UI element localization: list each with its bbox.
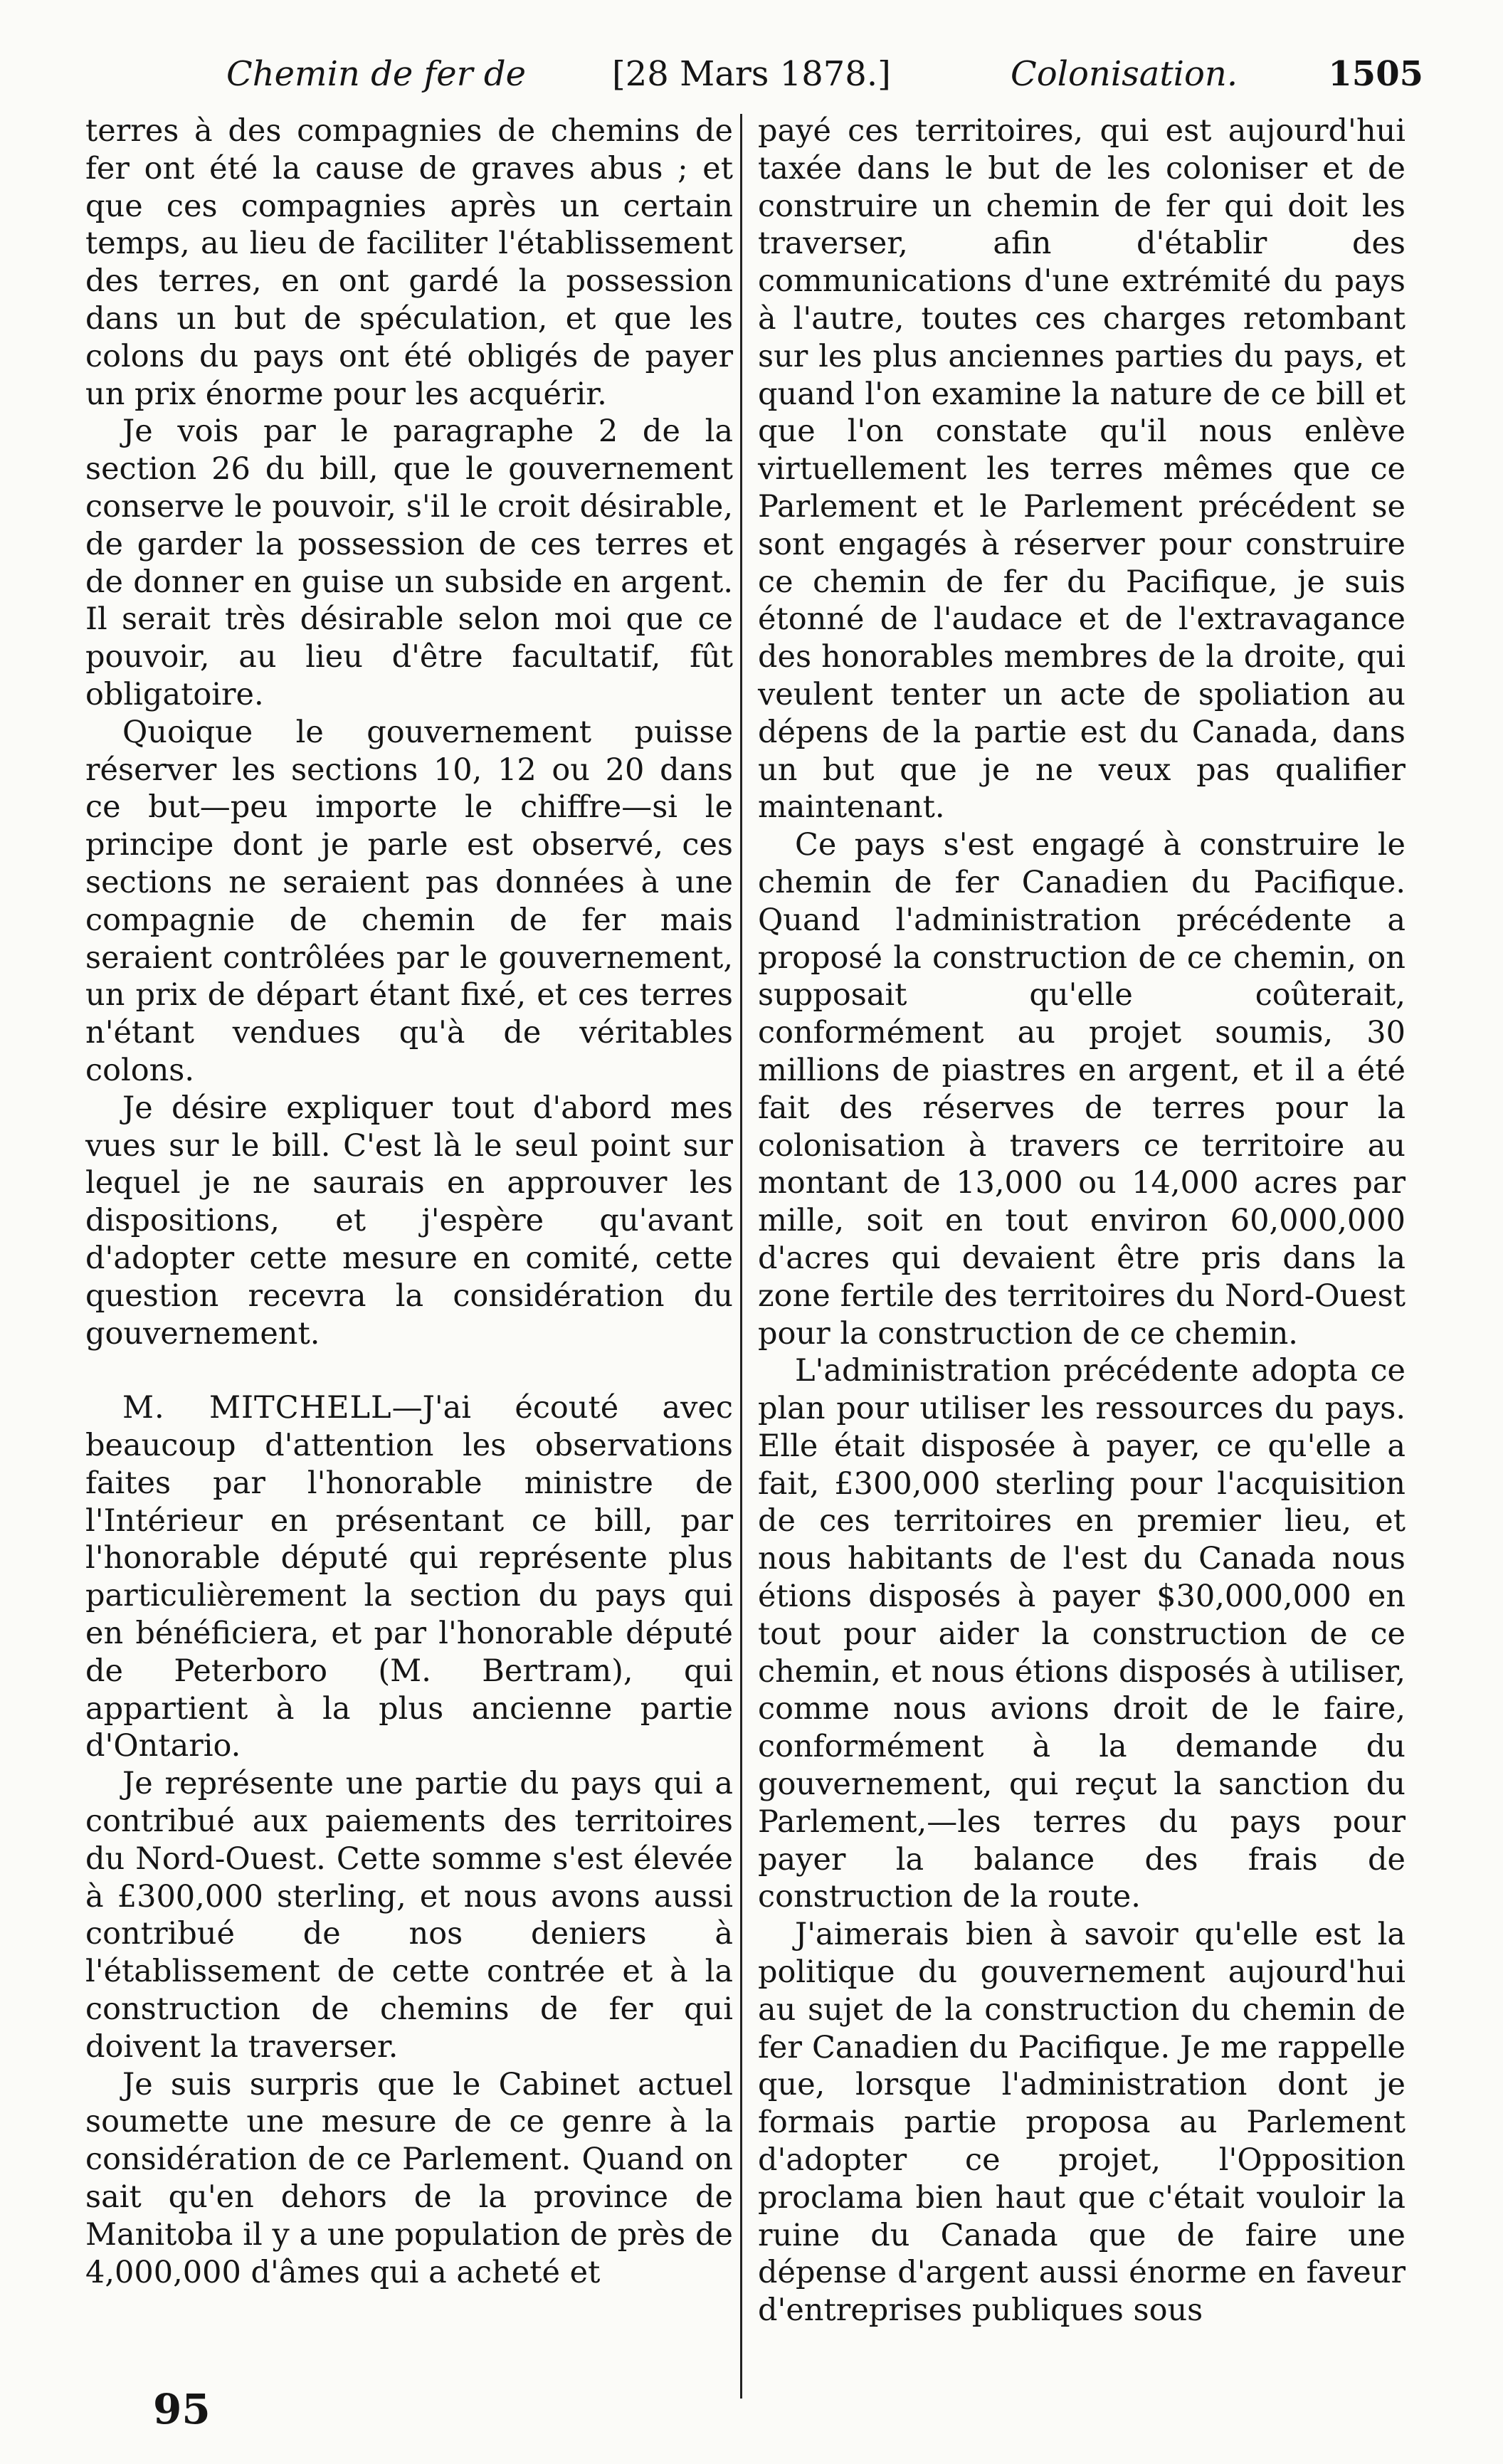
page-number: 1505: [1328, 54, 1423, 94]
header-date: [28 Mars 1878.]: [612, 54, 891, 94]
paragraph: Je représente une partie du pays qui a contribué aux paiements des territoires du Nord-Ouest. Cette somme s'est élevée à £300,000 sterling, et nous avons aussi contribué de nos deniers à l'établissement de cette contrée et à la construction de chemins de fer qui doivent la traverser.: [85, 1766, 733, 2065]
paragraph: Je désire expliquer tout d'abord mes vues sur le bill. C'est là le seul point sur lequel je ne saurais en approuver les dispositions, et j'espère qu'avant d'adopter cette mesure en comité, cette question recevra la considération du gouvernement.: [85, 1090, 733, 1352]
paragraph: payé ces territoires, qui est aujourd'hui taxée dans le but de les coloniser et de construire un chemin de fer qui doit les traverser, afin d'établir des communications d'une extrémité du pays à l'autre, toutes ces charges retombant sur les plus anciennes parties du pays, et quand l'on examine la nature de ce bill et que l'on constate qu'il nous enlève virtuellement les terres mêmes que ce Parlement et le Parlement précédent se sont engagés à réserver pour construire ce chemin de fer du Pacifique, je suis étonné de l'audace et de l'extravagance des honorables membres de la droite, qui veulent tenter un acte de spoliation au dépens de la partie est du Canada, dans un but que je ne veux pas qualifier maintenant.: [758, 113, 1406, 826]
header-topic: Colonisation.: [1011, 54, 1238, 94]
speech-text: —J'ai écouté avec beaucoup d'attention les observations faites par l'honorable ministre de l'Intérieur en présentant ce bill, par l'honorable député qui représente plus particulièrement la section du pays qui en bénéficiera, et par l'honorable député de Peterboro (M. Bertram), qui appartient à la plus ancienne partie d'Ontario.: [85, 1390, 733, 1764]
column-divider: [740, 114, 742, 2399]
left-column: [85, 112, 733, 2291]
paragraph: L'administration précédente adopta ce plan pour utiliser les ressources du pays. Elle était disposée à payer, ce qu'elle a fait, £300,000 sterling pour l'acquisition de ces territoires en premier lieu, et nous habitants de l'est du Canada nous étions disposés à payer $30,000,000 en tout pour aider la construction de ce chemin, et nous étions disposés à utiliser, comme nous avions droit de le faire, conformément à la demande du gouvernement, qui reçut la sanction du Parlement,—les terres du pays pour payer la balance des frais de construction de la route.: [758, 1353, 1406, 1915]
signature-mark: 95: [153, 2385, 211, 2433]
paragraph: terres à des compagnies de chemins de fer ont été la cause de graves abus ; et que ces compagnies après un certain temps, au lieu de faciliter l'établissement des terres, en ont gardé la possession dans un but de spéculation, et que les colons du pays ont été obligés de payer un prix énorme pour les acquérir.: [85, 113, 733, 412]
paragraph: J'aimerais bien à savoir qu'elle est la politique du gouvernement aujourd'hui au sujet de la construction du chemin de fer Canadien du Pacifique. Je me rappelle que, lorsque l'administration dont je formais partie proposa au Parlement d'adopter ce projet, l'Opposition proclama bien haut que c'était vouloir la ruine du Canada que de faire une dépense d'argent aussi énorme en faveur d'entreprises publiques sous: [758, 1917, 1406, 2329]
paragraph: Ce pays s'est engagé à construire le chemin de fer Canadien du Pacifique. Quand l'administration précédente a proposé la construction de ce chemin, on supposait qu'elle coûterait, conformément au projet soumis, 30 millions de piastres en argent, et il a été fait des réserves de terres pour la colonisation à travers ce territoire au montant de 13,000 ou 14,000 acres par mille, soit en tout environ 60,000,000 d'acres qui devaient être pris dans la zone fertile des territoires du Nord-Ouest pour la construction de ce chemin.: [758, 827, 1406, 1352]
paragraph: Je vois par le paragraphe 2 de la section 26 du bill, que le gouvernement conserve le pouvoir, s'il le croit désirable, de garder la possession de ces terres et de donner en guise un subside en argent. Il serait très désirable selon moi que ce pouvoir, au lieu d'être facultatif, fût obligatoire.: [85, 414, 733, 712]
paragraph: Quoique le gouvernement puisse réserver les sections 10, 12 ou 20 dans ce but—peu importe le chiffre—si le principe dont je parle est observé, ces sections ne seraient pas données à une compagnie de chemin de fer mais seraient contrôlées par le gouvernement, un prix de départ étant fixé, et ces terres n'étant vendues qu'à de véritables colons.: [85, 714, 733, 1088]
speaker-paragraph: [85, 1389, 733, 1765]
page-header: [213, 46, 1423, 102]
speaker-name: M. MITCHELL: [122, 1390, 392, 1426]
right-column: [758, 112, 1406, 2329]
paragraph: Je suis surpris que le Cabinet actuel soumette une mesure de ce genre à la considération de ce Parlement. Quand on sait qu'en dehors de la province de Manitoba il y a une population de près de 4,000,000 d'âmes qui a acheté et: [85, 2066, 733, 2290]
header-section-title: Chemin de fer de: [226, 54, 526, 94]
